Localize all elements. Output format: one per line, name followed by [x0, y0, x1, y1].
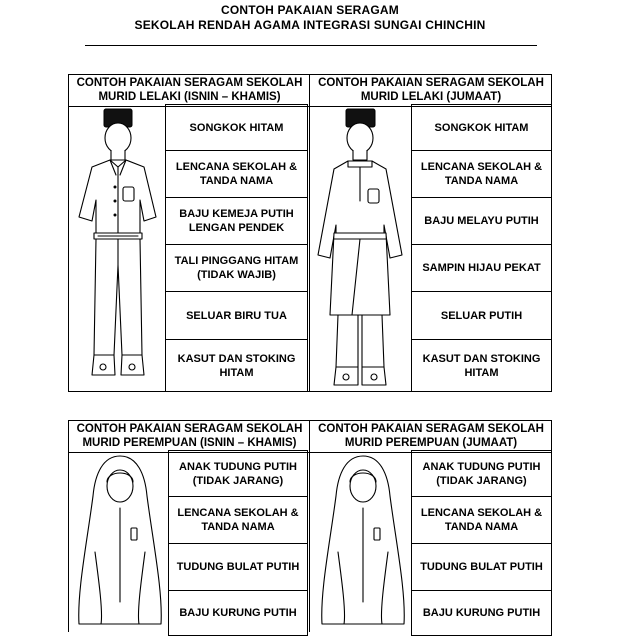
girls-friday-item-1: ANAK TUDUNG PUTIH (TIDAK JARANG): [411, 450, 552, 497]
girl-friday-uniform-illustration: [318, 452, 408, 630]
boys-weekday-item-2: LENCANA SEKOLAH & TANDA NAMA: [165, 150, 308, 198]
girls-weekday-item-1: ANAK TUDUNG PUTIH (TIDAK JARANG): [168, 450, 308, 497]
boys-friday-heading-line1: CONTOH PAKAIAN SERAGAM SEKOLAH: [318, 77, 544, 89]
girls-weekday-item-4: BAJU KURUNG PUTIH: [168, 590, 308, 636]
column-divider: [309, 75, 310, 391]
boys-friday-item-1: SONGKOK HITAM: [411, 104, 552, 151]
girls-friday-item-2: LENCANA SEKOLAH & TANDA NAMA: [411, 496, 552, 544]
girls-weekday-heading-line2: MURID PEREMPUAN (ISNIN – KHAMIS): [82, 437, 297, 449]
boy-friday-uniform-illustration: [312, 105, 408, 390]
girls-friday-heading-line1: CONTOH PAKAIAN SERAGAM SEKOLAH: [318, 423, 544, 435]
boys-weekday-item-1: SONGKOK HITAM: [165, 104, 308, 151]
boys-weekday-item-3: BAJU KEMEJA PUTIH LENGAN PENDEK: [165, 197, 308, 245]
panel-header: [69, 75, 551, 107]
girls-friday-item-4: BAJU KURUNG PUTIH: [411, 590, 552, 636]
boys-weekday-item-4: TALI PINGGANG HITAM (TIDAK WAJIB): [165, 244, 308, 292]
boy-weekday-uniform-illustration: [70, 105, 164, 390]
boys-friday-item-2: LENCANA SEKOLAH & TANDA NAMA: [411, 150, 552, 198]
boys-weekday-heading-line1: CONTOH PAKAIAN SERAGAM SEKOLAH: [76, 77, 303, 89]
girls-weekday-item-2: LENCANA SEKOLAH & TANDA NAMA: [168, 496, 308, 544]
girls-weekday-heading-line1: CONTOH PAKAIAN SERAGAM SEKOLAH: [76, 423, 303, 435]
girls-friday-heading-line2: MURID PEREMPUAN (JUMAAT): [344, 437, 518, 449]
column-divider: [309, 421, 310, 632]
document-title: CONTOH PAKAIAN SERAGAM: [221, 3, 399, 17]
boys-friday-heading-line2: MURID LELAKI (JUMAAT): [360, 91, 502, 103]
title-underline: [85, 45, 537, 46]
boys-friday-item-5: SELUAR PUTIH: [411, 291, 552, 340]
boys-friday-item-3: BAJU MELAYU PUTIH: [411, 197, 552, 245]
girl-weekday-uniform-illustration: [75, 452, 165, 630]
boys-weekday-item-5: SELUAR BIRU TUA: [165, 291, 308, 340]
school-name: SEKOLAH RENDAH AGAMA INTEGRASI SUNGAI CHINCHIN: [134, 18, 486, 32]
boys-weekday-item-6: KASUT DAN STOKING HITAM: [165, 339, 308, 392]
girls-friday-item-3: TUDUNG BULAT PUTIH: [411, 543, 552, 591]
panel-header: [69, 421, 551, 453]
girls-weekday-item-3: TUDUNG BULAT PUTIH: [168, 543, 308, 591]
boys-friday-item-4: SAMPIN HIJAU PEKAT: [411, 244, 552, 292]
boys-friday-item-6: KASUT DAN STOKING HITAM: [411, 339, 552, 392]
boys-weekday-heading-line2: MURID LELAKI (ISNIN – KHAMIS): [98, 91, 281, 103]
